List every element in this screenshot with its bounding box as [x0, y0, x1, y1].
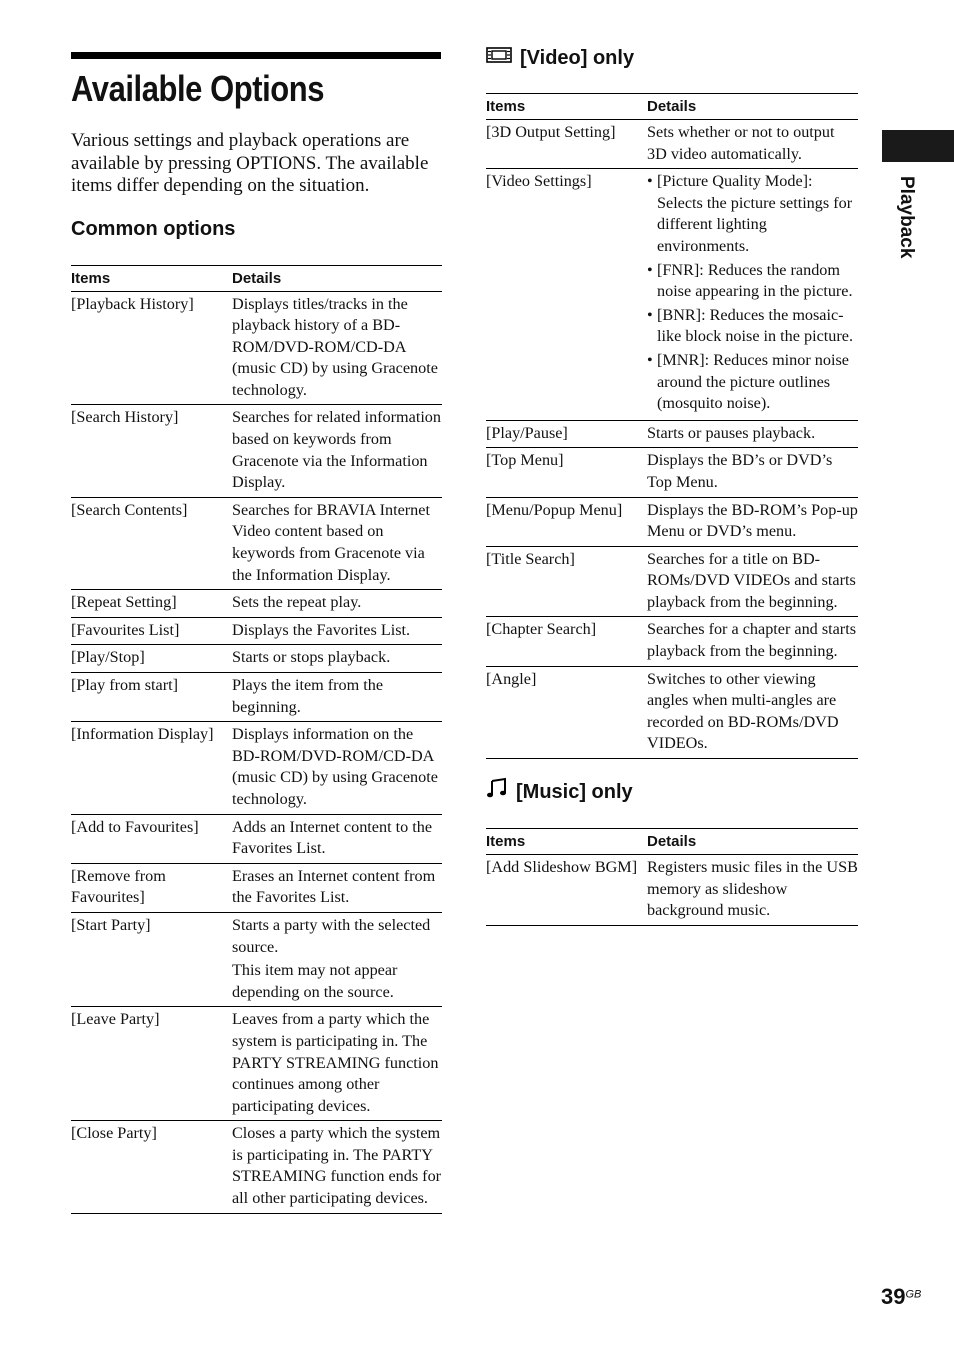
music-options-table [486, 828, 858, 926]
table-row [71, 291, 442, 405]
item-details: Starts or stops playback. [232, 645, 442, 673]
item-details: Displays the BD-ROM’s Pop-up Menu or DVD’s menu. [647, 497, 858, 546]
table-row [71, 590, 442, 618]
list-item: • [BNR]: Reduces the mosaic-like block noise in the picture. [647, 305, 858, 348]
item-details: Searches for related information based on keywords from Gracenote via the Information Display. [232, 405, 442, 497]
item-details: Sets the repeat play. [232, 590, 442, 618]
music-heading-text: [Music] only [516, 781, 633, 804]
column-header-items: Items [71, 265, 232, 291]
item-details: Closes a party which the system is participating in. The PARTY STREAMING function ends for all other participating devices. [232, 1121, 442, 1213]
item-name: [Menu/Popup Menu] [486, 497, 647, 546]
item-name: [Title Search] [486, 546, 647, 617]
table-row [486, 617, 858, 666]
item-details-cell [232, 912, 442, 1006]
item-name: [Search History] [71, 405, 232, 497]
table-header-row [71, 265, 442, 291]
item-name: [Video Settings] [486, 169, 647, 421]
item-name: [Add to Favourites] [71, 814, 232, 863]
page-number-value: 39 [881, 1284, 906, 1309]
item-details: Displays information on the BD-ROM/DVD-ROM/CD-DA (music CD) by using Gracenote technology. [232, 722, 442, 814]
common-options-heading: Common options [71, 217, 236, 240]
table-header-row [486, 829, 858, 855]
table-header-row [486, 94, 858, 120]
page-title: Available Options [71, 68, 325, 109]
item-name: [Repeat Setting] [71, 590, 232, 618]
item-name: [Playback History] [71, 291, 232, 405]
column-header-details: Details [647, 829, 858, 855]
table-row [486, 120, 858, 169]
item-details: Searches for a chapter and starts playback from the beginning. [647, 617, 858, 666]
table-row [486, 546, 858, 617]
item-details: Switches to other viewing angles when multi-angles are recorded on BD-ROMs/DVD VIDEOs. [647, 666, 858, 758]
item-name: [3D Output Setting] [486, 120, 647, 169]
item-details: Starts or pauses playback. [647, 420, 858, 448]
item-name: [Play from start] [71, 673, 232, 722]
left-column [71, 52, 442, 1214]
table-row [71, 645, 442, 673]
item-name: [Top Menu] [486, 448, 647, 497]
item-name: [Play/Stop] [71, 645, 232, 673]
common-options-table [71, 265, 442, 1214]
item-details: Registers music files in the USB memory as slideshow background music. [647, 855, 858, 926]
video-settings-list [647, 171, 858, 415]
table-row [71, 1007, 442, 1121]
table-row [71, 912, 442, 1006]
table-row [71, 405, 442, 497]
item-details: Searches for a title on BD-ROMs/DVD VIDEOs and starts playback from the beginning. [647, 546, 858, 617]
item-details: Searches for BRAVIA Internet Video content based on keywords from Gracenote via the Information Display. [232, 497, 442, 589]
music-only-heading [486, 777, 858, 807]
item-name: [Information Display] [71, 722, 232, 814]
table-row [486, 448, 858, 497]
side-tab-label-container [893, 176, 923, 276]
table-row [71, 722, 442, 814]
table-row [71, 673, 442, 722]
item-details: Starts a party with the selected source. [232, 915, 431, 956]
table-row [71, 617, 442, 645]
table-row [71, 863, 442, 912]
item-name: [Chapter Search] [486, 617, 647, 666]
table-row [486, 420, 858, 448]
item-details: Sets whether or not to output 3D video automatically. [647, 120, 858, 169]
list-item: • [MNR]: Reduces minor noise around the picture outlines (mosquito noise). [647, 350, 858, 415]
column-header-items: Items [486, 94, 647, 120]
item-name: [Leave Party] [71, 1007, 232, 1121]
item-name: [Play/Pause] [486, 420, 647, 448]
table-row [486, 497, 858, 546]
item-details: Leaves from a party which the system is participating in. The PARTY STREAMING function continues among other participating devices. [232, 1007, 442, 1121]
intro-paragraph: Various settings and playback operations are available by pressing OPTIONS. The available items differ depending on the situation. [71, 130, 429, 196]
list-item: • [FNR]: Reduces the random noise appearing in the picture. [647, 260, 858, 303]
item-details: Displays the Favorites List. [232, 617, 442, 645]
item-details: Plays the item from the beginning. [232, 673, 442, 722]
page-number-suffix: GB [905, 1288, 922, 1301]
item-name: [Start Party] [71, 912, 232, 1006]
item-name: [Angle] [486, 666, 647, 758]
column-header-details: Details [232, 265, 442, 291]
title-rule [71, 52, 441, 59]
item-name: [Close Party] [71, 1121, 232, 1213]
table-row [486, 169, 858, 421]
item-name: [Favourites List] [71, 617, 232, 645]
item-details: Adds an Internet content to the Favorites List. [232, 814, 442, 863]
item-details: Erases an Internet content from the Favorites List. [232, 863, 442, 912]
video-options-table [486, 93, 858, 759]
film-icon [486, 44, 512, 72]
column-header-details: Details [647, 94, 858, 120]
table-row [71, 497, 442, 589]
side-tab-marker [882, 130, 954, 162]
page-number [881, 1284, 921, 1310]
item-name: [Remove from Favourites] [71, 863, 232, 912]
right-column [486, 44, 858, 926]
item-name: [Add Slideshow BGM] [486, 855, 647, 926]
video-heading-text: [Video] only [520, 47, 635, 69]
item-details-note: This item may not appear depending on the source. [232, 961, 398, 1001]
item-name: [Search Contents] [71, 497, 232, 589]
music-note-icon [486, 777, 508, 807]
table-row [486, 666, 858, 758]
column-header-items: Items [486, 829, 647, 855]
item-details: Displays titles/tracks in the playback history of a BD-ROM/DVD-ROM/CD-DA (music CD) by using Gracenote technology. [232, 291, 442, 405]
table-row [486, 855, 858, 926]
item-details-cell [647, 169, 858, 421]
list-item: • [Picture Quality Mode]: Selects the picture settings for different lighting environments. [647, 171, 858, 257]
table-row [71, 1121, 442, 1213]
side-tab-label: Playback [896, 176, 917, 259]
table-row [71, 814, 442, 863]
item-details: Displays the BD’s or DVD’s Top Menu. [647, 448, 858, 497]
video-only-heading [486, 44, 858, 72]
